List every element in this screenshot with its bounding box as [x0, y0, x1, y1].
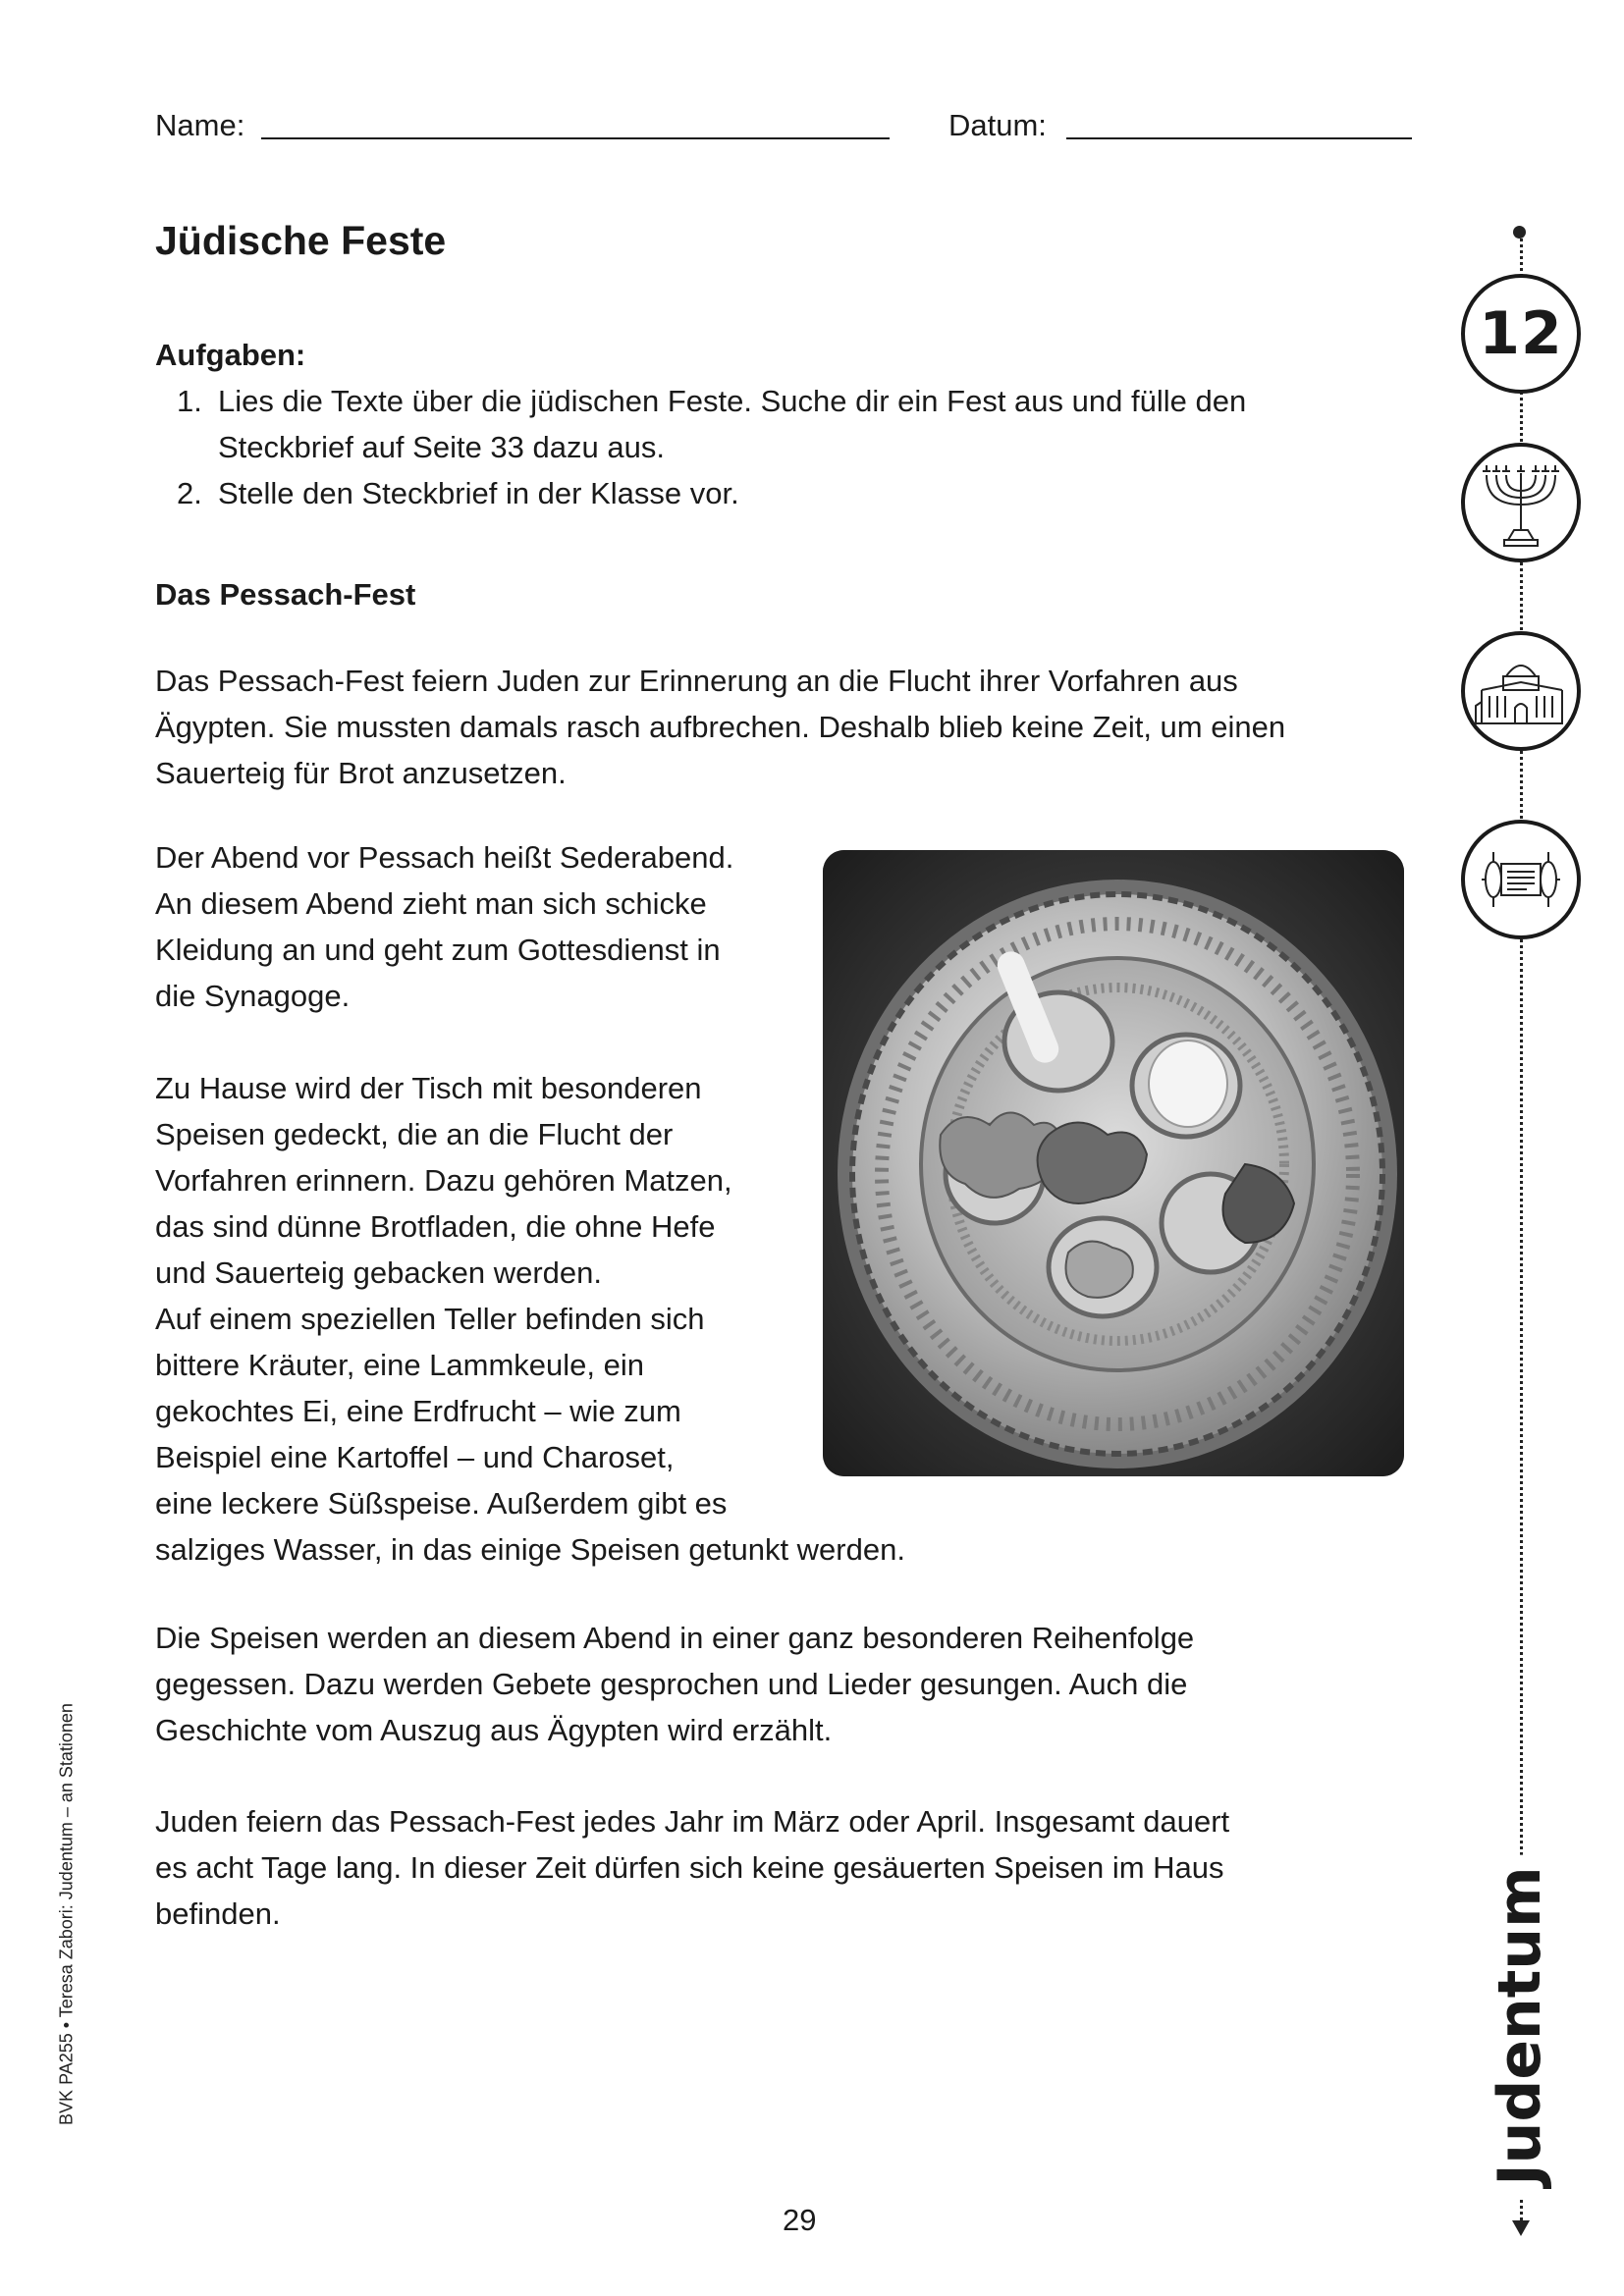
- paragraph-termin: Juden feiern das Pessach-Fest jedes Jahr im März oder April. Insgesamt dauert es acht Tage lang. In dieser Zeit dürfen sich keine gesäuerten Speisen im Haus befinden.: [155, 1804, 1230, 1931]
- footer-credit: BVK PA255 • Teresa Zabori: Judentum – an Stationen: [56, 1703, 77, 2125]
- name-label: Name:: [155, 108, 245, 142]
- name-field-line[interactable]: [261, 137, 890, 139]
- date-label: Datum:: [948, 108, 1047, 142]
- sidebar-arrow-down-icon: [1512, 2220, 1530, 2236]
- station-number: 12: [1479, 299, 1563, 368]
- seder-plate-photo: [823, 850, 1404, 1476]
- task-item: [155, 470, 1382, 516]
- station-number-badge: [1461, 274, 1581, 394]
- torah-scroll-icon: [1461, 820, 1581, 939]
- section-title: Das Pessach-Fest: [155, 577, 416, 612]
- sidebar-line-dot: [1513, 226, 1526, 239]
- task-number: 2.: [177, 476, 202, 510]
- page-title: Jüdische Feste: [155, 218, 447, 263]
- task-text: Lies die Texte über die jüdischen Feste. Suche dir ein Fest aus und fülle den Steckbrief auf Seite 33 dazu aus.: [218, 384, 1247, 464]
- paragraph-speisen: Zu Hause wird der Tisch mit besonderen Speisen gedeckt, die an die Flucht der Vorfahren erinnern. Dazu gehören Matzen, das sind dünne Brotfladen, die ohne Hefe und Sauerteig gebacken werden. Auf einem speziellen Teller befinden sich bittere Kräuter, eine Lammkeule, ein gekochtes Ei, eine Erdfrucht – wie zum Beispiel eine Kartoffel – und Charoset, eine leckere Süßspeise. Außerdem gibt es salziges Wasser, in das einige Speisen getunkt werden.: [155, 1071, 905, 1567]
- sidebar-label: Judentum: [1486, 1854, 1554, 2197]
- paragraph-intro: Das Pessach-Fest feiern Juden zur Erinnerung an die Flucht ihrer Vorfahren aus Ägypten. Sie mussten damals rasch aufbrechen. Deshalb blieb keine Zeit, um einen Sauerteig für Brot anzusetzen.: [155, 664, 1286, 790]
- task-text: Stelle den Steckbrief in der Klasse vor.: [218, 476, 739, 510]
- task-number: 1.: [177, 384, 202, 418]
- menorah-icon: [1461, 443, 1581, 562]
- date-field-line[interactable]: [1066, 137, 1412, 139]
- paragraph-sederabend: Der Abend vor Pessach heißt Sederabend. An diesem Abend zieht man sich schicke Kleidung an und geht zum Gottesdienst in die Synagoge.: [155, 840, 734, 1013]
- paragraph-reihenfolge: Die Speisen werden an diesem Abend in einer ganz besonderen Reihenfolge gegessen. Dazu werden Gebete gesprochen und Lieder gesungen. Auch die Geschichte vom Auszug aus Ägypten wird erzählt.: [155, 1621, 1195, 1747]
- tasks-block: [155, 332, 1382, 516]
- page-number: 29: [783, 2203, 817, 2237]
- tasks-heading: Aufgaben:: [155, 338, 306, 372]
- synagogue-icon: [1461, 631, 1581, 751]
- header-row: [155, 108, 1412, 157]
- task-item: [155, 378, 1382, 470]
